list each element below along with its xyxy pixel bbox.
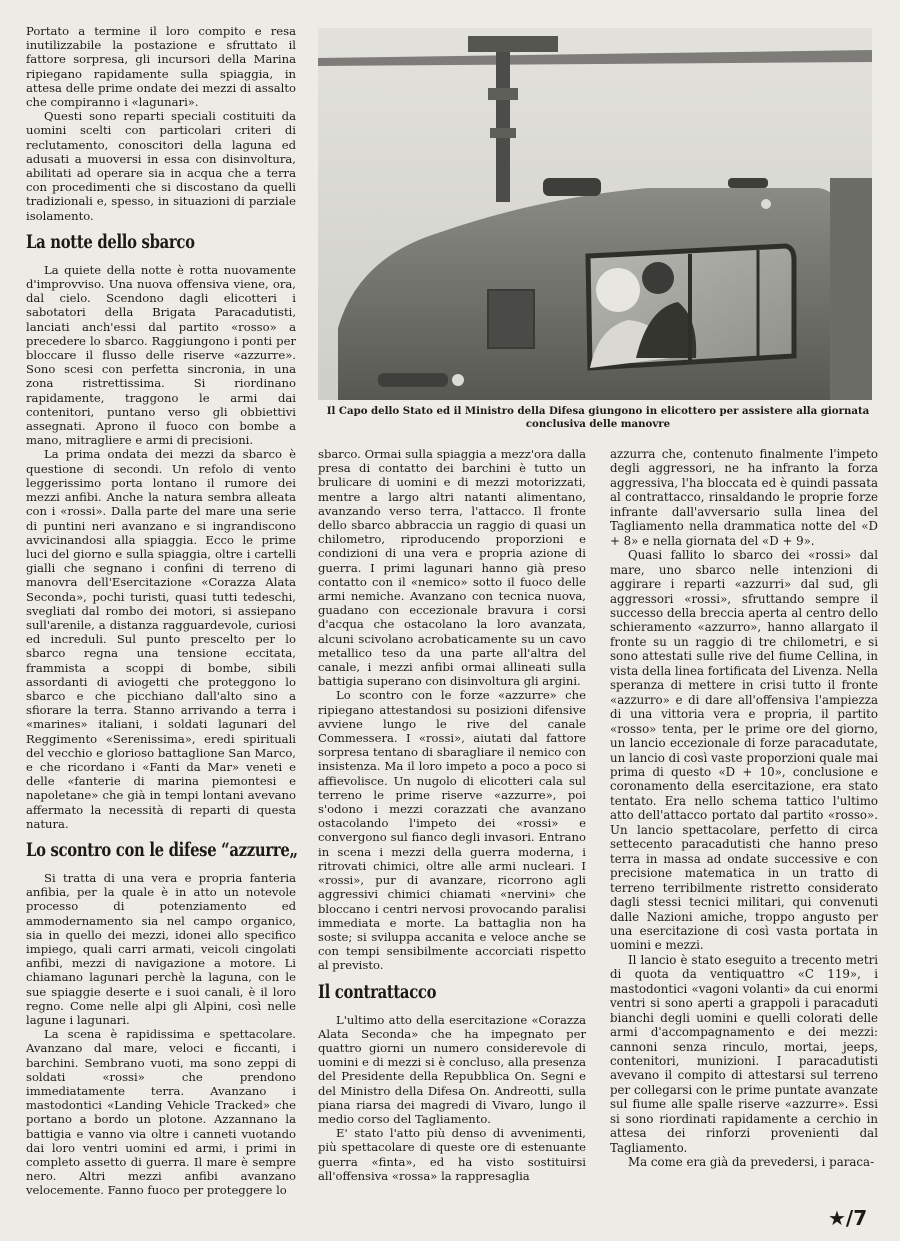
body-paragraph: La prima ondata dei mezzi da sbarco è questione di secondi. Un refolo di vento leggerissimo porta lontano il rumore dei mezzi anfibi. Anche la natura sembra alleata con i «rossi». Dalla parte del mare una serie di puntini neri avanzano e si ingrandiscono avvicinandosi alla spiaggia. Ecco le prime luci del giorno e sulla spiaggia, oltre i cartelli gialli che segnano i confini di terreno di manovra dell'Esercitazione «Corazza Alata Seconda», pochi turisti, quasi tutti tedeschi, svegliati dal rombo dei motori, si assiepano sull'arenile, a distanza ragguardevole, curiosi ed increduli. Sul punto prescelto per lo sbarco regna una tensione eccitata, frammista a scoppi di bombe, sibili assordanti di aviogetti che proteggono lo sbarco e che picchiano dall'alto sino a sfiorare la terra. Stanno arrivando a terra i «marines» italiani, i soldati lagunari del Reggimento «Serenissima», eredi spirituali del vecchio e glorioso battaglione San Marco, e che ricordano i «Fanti da Mar» veneti e delle «fanterie di marina piemontesi e napoletane» che già in tempi lontani avevano affermato la necessità di reparti di questa natura. <box>26 447 296 831</box>
body-paragraph: La scena è rapidissima e spettacolare. Avanzano dal mare, veloci e ficcanti, i barchini. Sembrano vuoti, ma sono zeppi di soldati «rossi» che prendono immediatamente terra. Avanzano i mastodontici «Landing Vehicle Tracked» che portano a bordo un plotone. Azzannano la battigia e vanno via oltre i canneti vuotando dai loro ventri uomini ed armi, i primi in completo assetto di guerra. Il mare è sempre nero. Altri mezzi anfibi avanzano velocemente. Fanno fuoco per proteggere lo <box>26 1027 296 1198</box>
body-paragraph: Ma come era già da prevedersi, i paraca- <box>628 1155 875 1170</box>
article-column-3 <box>610 447 878 1170</box>
body-paragraph: Questi sono reparti speciali costituiti da uomini scelti con particolari criteri di reclutamento, conoscitori della laguna ed adusati a muoversi in essa con disinvoltura, abilitati ad operare sia in acqua che a terra con procedimenti che si discostano da quelli tradizionali e, spesso, in situazioni di parziale isolamento. <box>26 109 296 223</box>
body-paragraph: La quiete della notte è rotta nuovamente d'improvviso. Una nuova offensiva viene, ora, dal cielo. Scendono dagli elicotteri i sabotatori della Brigata Paracadutisti, lanciati anch'essi dal partito «rosso» a precedere lo sbarco. Raggiungono i ponti per bloccare il flusso delle riserve «azzurre». Sono scesi con perfetta sincronia, in una zona ristrettissima. Si riordinano rapidamente, traggono le armi dai contenitori, puntano verso gli obbiettivi assegnati. Aprono il fuoco con bombe a mano, mitragliere e armi di precisioni. <box>26 262 296 448</box>
article-column-2 <box>318 447 586 1183</box>
body-paragraph: azzurra che, contenuto finalmente l'impeto degli aggressori, ne ha infranto la forza aggressiva, l'ha bloccata ed è quindi passata al contrattacco, rinsaldando le proprie forze infrante dall'avversario sulla linea del Tagliamento nella drammatica notte del «D + 8» e nella giornata del «D + 9». <box>610 447 878 548</box>
body-paragraph: Quasi fallito lo sbarco dei «rossi» dal mare, uno sbarco nelle intenzioni di aggirare i reparti «azzurri» dal sud, gli aggressori «rossi», sfruttando sempre il successo della breccia aperta al centro dello schieramento «azzurro», hanno allargato il fronte su un raggio di tre chilometri, e si sono attestati sulle rive del fiume Cellina, in vista della linea fortificata del Livenza. Nella speranza di mettere in crisi tutto il fronte «azzurro» e di dare all'offensiva l'ampiezza di una vittoria vera e propria, il partito «rosso» tenta, per le prime ore del giorno, un lancio eccezionale di forze paracadutate, un lancio di così vaste proporzioni quale mai prima di questo «D + 10», conclusione e coronamento della esercitazione, era stato tentato. Era nello schema tattico l'ultimo atto dell'attacco portato dal partito «rosso». Un lancio spettacolare, perfetto di circa settecento paracadutisti che hanno preso terra in massa ad ondate successive e con precisione matematica in un tratto di terreno terribilmente ristretto considerato dagli stessi tecnici militari, qui convenuti dalle Nazioni amiche, troppo angusto per una esercitazione di così vasta portata in uomini e mezzi. <box>610 548 878 953</box>
body-paragraph: sbarco. Ormai sulla spiaggia a mezz'ora dalla presa di contatto dei barchini è tutto un brulicare di uomini e di mezzi motorizzati, mentre a largo altri natanti alimentano, avanzando verso terra, l'attacco. Il fronte dello sbarco abbraccia un raggio di quasi un chilometro, riproducendo proporzioni e condizioni di una vera e propria azione di guerra. I primi lagunari hanno già preso contatto con il «nemico» sotto il fuoco delle armi nemiche. Avanzano con tecnica nuova, guadano con eccezionale bravura i corsi d'acqua che ostacolano la loro avanzata, alcuni scivolano acrobaticamente su un cavo metallico teso da una parte all'altra del canale, i mezzi anfibi ormai allineati sulla battigia superano con disinvoltura gli argini. <box>318 447 586 689</box>
section-heading-scontro: Lo scontro con le difese “azzurre„ <box>26 838 298 861</box>
body-paragraph: E' stato l'atto più denso di avvenimenti, più spettacolare di queste ore di estenuante guerra «finta», ed ha visto sostituirsi all'offensiva «rossa» la rappresaglia <box>318 1126 586 1183</box>
section-heading-notte: La notte dello sbarco <box>26 230 195 253</box>
section-heading-contrattacco: Il contrattacco <box>318 980 437 1003</box>
body-paragraph: L'ultimo atto della esercitazione «Corazza Alata Seconda» che ha impegnato per quattro giorni un numero considerevole di uomini e di mezzi si è concluso, alla presenza del Presidente della Repubblica On. Segni e del Ministro della Difesa On. Andreotti, sulla piana riarsa dei magredi di Vivaro, lungo il medio corso del Tagliamento. <box>318 1012 586 1126</box>
body-paragraph: Portato a termine il loro compito e resa inutilizzabile la postazione e sfruttato il fattore sorpresa, gli incursori della Marina ripiegano rapidamente sulla spiaggia, in attesa delle prime ondate dei mezzi di assalto che compiranno i «lagunari». <box>26 24 296 110</box>
body-paragraph: Il lancio è stato eseguito a trecento metri di quota da ventiquattro «C 119», i mastodontici «vagoni volanti» da cui enormi ventri si sono aperti a grappoli i paracaduti bianchi degli uomini e quelli colorati delle armi d'accompagnamento e dei mezzi: cannoni senza rinculo, mortai, jeeps, contenitori, munizioni. I paracadutisti avevano il compito di attestarsi sul terreno per collegarsi con le prime puntate avanzate sul fiume alle spalle riserve «azzurre». Essi si sono riordinati rapidamente a cerchio in attesa dei rinforzi provenienti dal Tagliamento. <box>610 952 878 1155</box>
body-paragraph: Si tratta di una vera e propria fanteria anfibia, per la quale è in atto un notevole processo di potenziamento ed ammodernamento sia nel campo organico, sia in quello dei mezzi, idonei allo specifico impiego, quali carri armati, veicoli cingolati anfibi, mezzi di navigazione a motore. Li chiamano lagunari perchè la laguna, con le sue spiaggie deserte e i suoi canali, è il loro regno. Come nelle alpi gli Alpini, così nelle lagune i lagunari. <box>26 870 296 1027</box>
photo-caption: Il Capo dello Stato ed il Ministro della Difesa giungono in elicottero per assistere alla giornata conclusiva delle manovre <box>326 405 870 430</box>
page-number: ★/7 <box>828 1206 868 1230</box>
helicopter-photo <box>318 28 872 400</box>
body-paragraph: Lo scontro con le forze «azzurre» che ripiegano attestandosi su posizioni difensive avviene lungo le rive del canale Commessera. I «rossi», aiutati dal fattore sorpresa tentano di sbaragliare il nemico con insistenza. Ma il loro impeto a poco a poco si affievolisce. Un nugolo di elicotteri cala sul terreno le prime riserve «azzurre», poi s'odono i mezzi corazzati che avanzano ostacolando l'impeto dei «rossi» e convergono sul fianco degli invasori. Entrano in scena i mezzi della guerra moderna, i ritrovati chimici, oltre alle armi nucleari. I «rossi», pur di avanzare, ricorrono agli aggressivi chimici chiamati «nervini» che bloccano i centri nervosi provocando paralisi immediata e morte. La battaglia non ha soste; si sviluppa accanita e veloce anche se con tempi sensibilmente accorciati rispetto al previsto. <box>318 688 586 973</box>
article-column-1 <box>26 24 296 1198</box>
